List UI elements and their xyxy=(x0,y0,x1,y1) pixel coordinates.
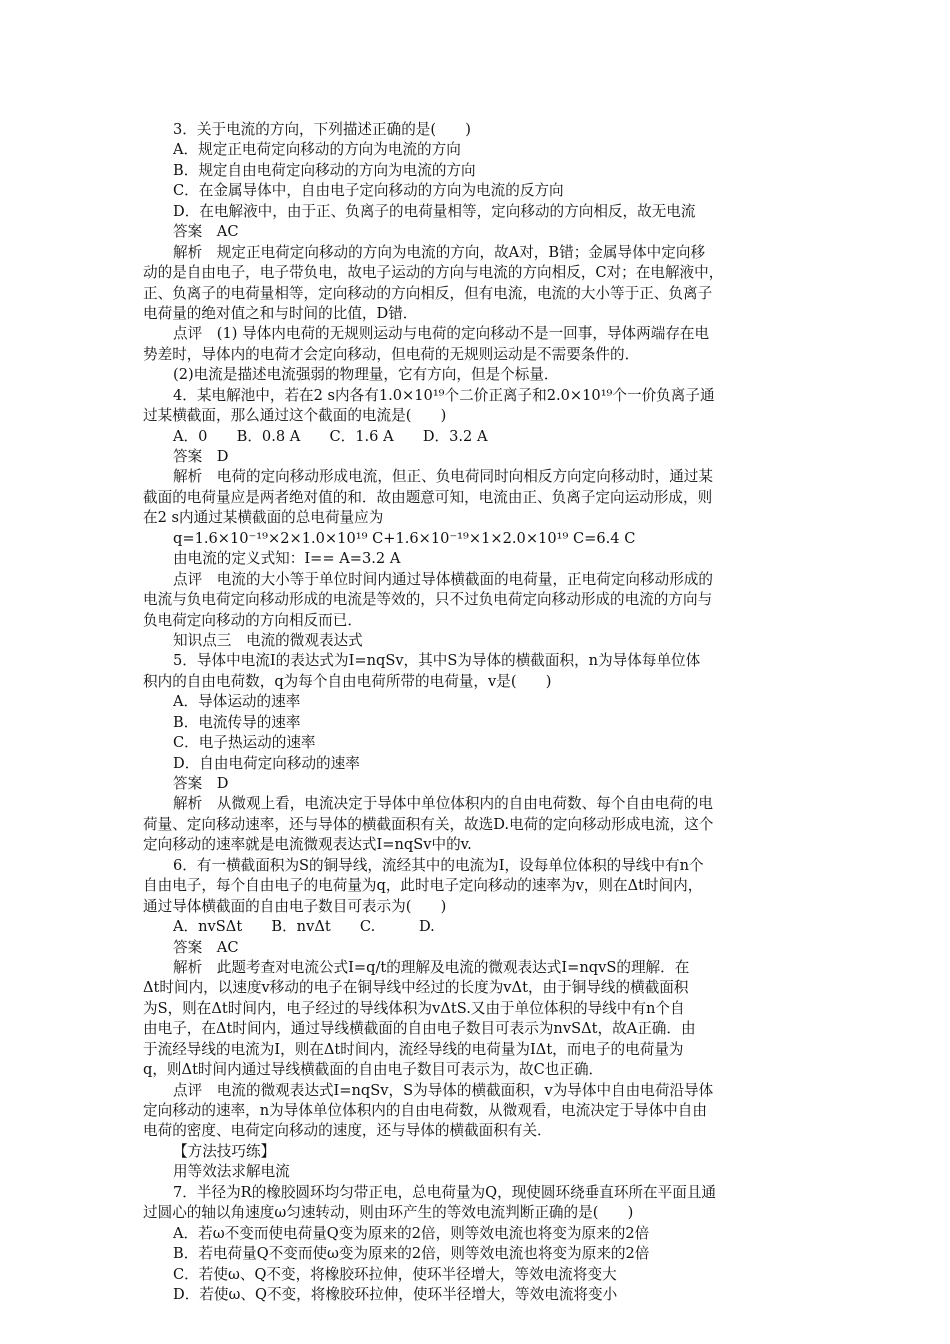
text-line-q5b: 积内的自由电荷数，q为每个自由电荷所带的电荷量，v是( ) xyxy=(143,672,552,690)
text-line-a3: 答案 AC xyxy=(173,223,239,241)
text-line-q3a: A．规定正电荷定向移动的方向为电流的方向 xyxy=(173,141,461,159)
text-line-q7A: A．若ω不变而使电荷量Q变为原来的2倍，则等效电流也将变为原来的2倍 xyxy=(173,1224,650,1242)
text-line-q5B: B．电流传导的速率 xyxy=(173,713,301,731)
text-line-q6a: 6．有一横截面积为S的铜导线，流经其中的电流为I，设每单位体积的导线中有n个 xyxy=(173,856,704,874)
text-line-e6c: 为S，则在Δt时间内，电子经过的导线体积为vΔtS.又由于单位体积的导线中有n个自 xyxy=(143,999,685,1017)
text-line-q6o: A．nvSΔt B．nvΔt C. D. xyxy=(173,918,435,936)
text-line-q3d: D．在电解液中，由于正、负离子的电荷量相等，定向移动的方向相反，故无电流 xyxy=(173,202,696,220)
text-line-q7b: 过圆心的轴以角速度ω匀速转动，则由环产生的等效电流判断正确的是( ) xyxy=(143,1204,634,1222)
text-line-k3: 知识点三 电流的微观表达式 xyxy=(173,631,363,649)
text-line-m1: 【方法技巧练】 xyxy=(173,1142,276,1160)
text-line-p4a: 点评 电流的大小等于单位时间内通过导体横截面的电荷量，正电荷定向移动形成的 xyxy=(173,570,713,588)
text-line-e3a: 解析 规定正电荷定向移动的方向为电流的方向，故A对，B错；金属导体中定向移 xyxy=(173,243,706,261)
text-line-e4d: q=1.6×10⁻¹⁹×2×1.0×10¹⁹ C+1.6×10⁻¹⁹×1×2.0×10¹⁹ C=6.4 C xyxy=(173,529,636,547)
text-line-q7D: D．若使ω、Q不变，将橡胶环拉伸，使环半径增大，等效电流将变小 xyxy=(173,1285,618,1303)
text-line-e6a: 解析 此题考查对电流公式I=q/t的理解及电流的微观表达式I=nqvS的理解．在 xyxy=(173,958,690,976)
text-line-a5: 答案 D xyxy=(173,775,229,792)
text-line-e3d: 电荷量的绝对值之和与时间的比值，D错． xyxy=(143,304,418,322)
text-line-q3b: B．规定自由电荷定向移动的方向为电流的方向 xyxy=(173,161,476,179)
document-body xyxy=(143,120,813,1305)
text-line-e4a: 解析 电荷的定向移动形成电流，但正、负电荷同时向相反方向定向移动时，通过某 xyxy=(173,468,713,486)
text-line-e5c: 定向移动的速率就是电流微观表达式I=nqSv中的v. xyxy=(143,836,472,854)
text-line-q4o: A．0 B．0.8 A C．1.6 A D．3.2 A xyxy=(173,427,488,445)
text-line-p3a: 点评 (1) 导体内电荷的无规则运动与电荷的定向移动不是一回事，导体两端存在电 xyxy=(173,325,710,343)
text-line-q5A: A．导体运动的速率 xyxy=(173,693,301,711)
text-line-e5b: 荷量、定向移动速率，还与导体的横截面积有关，故选D.电荷的定向移动形成电流，这个 xyxy=(143,815,714,833)
text-line-e5a: 解析 从微观上看，电流决定于导体中单位体积内的自由电荷数、每个自由电荷的电 xyxy=(173,795,713,813)
text-line-q4b: 过某横截面，那么通过这个截面的电流是( ) xyxy=(143,407,447,425)
text-line-q4a: 4．某电解池中，若在2 s内各有1.0×10¹⁹个二价正离子和2.0×10¹⁹个一价负离子通 xyxy=(173,386,715,404)
text-line-p3b: 势差时，导体内的电荷才会定向移动，但电荷的无规则运动是不需要条件的． xyxy=(143,345,640,363)
text-line-e6f: q，则Δt时间内通过导线横截面的自由电子数目可表示为，故C也正确． xyxy=(143,1061,604,1079)
text-line-e4b: 截面的电荷量应是两者绝对值的和．故由题意可知，电流由正、负离子定向运动形成，则 xyxy=(143,488,713,506)
text-line-p4b: 电流与负电荷定向移动形成的电流是等效的，只不过负电荷定向移动形成的电流的方向与 xyxy=(143,591,713,609)
text-line-q5a: 5．导体中电流I的表达式为I=nqSv，其中S为导体的横截面积，n为导体每单位体 xyxy=(173,652,701,670)
text-line-q3c: C．在金属导体中，自由电子定向移动的方向为电流的反方向 xyxy=(173,182,564,200)
text-line-q3: 3．关于电流的方向，下列描述正确的是( ) xyxy=(173,121,471,138)
text-line-q5C: C．电子热运动的速率 xyxy=(173,734,316,752)
text-line-e6d: 由电子，在Δt时间内，通过导线横截面的自由电子数目可表示为nvSΔt，故A正确．由 xyxy=(143,1020,696,1038)
text-line-e4c: 在2 s内通过某横截面的总电荷量应为 xyxy=(143,509,384,527)
text-line-p3c: (2)电流是描述电流强弱的物理量，它有方向，但是个标量． xyxy=(173,366,559,384)
text-line-m2: 用等效法求解电流 xyxy=(173,1163,290,1181)
text-line-e3b: 动的是自由电子，电子带负电，故电子运动的方向与电流的方向相反，C对；在电解液中， xyxy=(143,264,724,282)
text-line-e6b: Δt时间内，以速度v移动的电子在铜导线中经过的长度为vΔt，由于铜导线的横截面积 xyxy=(143,979,689,997)
text-line-p4c: 负电荷定向移动的方向相反而已． xyxy=(143,611,362,629)
text-line-q5D: D．自由电荷定向移动的速率 xyxy=(173,754,360,772)
text-line-p6b: 定向移动的速率，n为导体单位体积内的自由电荷数，从微观看，电流决定于导体中自由 xyxy=(143,1102,707,1119)
text-line-p6a: 点评 电流的微观表达式I=nqSv，S为导体的横截面积，v为导体中自由电荷沿导体 xyxy=(173,1081,714,1099)
text-line-p6c: 电荷的密度、电荷定向移动的速度，还与导体的横截面积有关． xyxy=(143,1122,552,1140)
text-line-q7a: 7．半径为R的橡胶圆环均匀带正电，总电荷量为Q，现使圆环绕垂直环所在平面且通 xyxy=(173,1183,717,1201)
text-line-e3c: 正、负离子的电荷量相等，定向移动的方向相反，但有电流，电流的大小等于正、负离子 xyxy=(143,284,713,302)
text-line-e4e: 由电流的定义式知：I== A=3.2 A xyxy=(173,550,401,568)
text-line-q7B: B．若电荷量Q不变而使ω变为原来的2倍，则等效电流也将变为原来的2倍 xyxy=(173,1245,650,1263)
text-line-q7C: C．若使ω、Q不变，将橡胶环拉伸，使环半径增大，等效电流将变大 xyxy=(173,1265,617,1283)
text-line-a6: 答案 AC xyxy=(173,938,239,956)
text-line-q6c: 通过导体横截面的自由电子数目可表示为( ) xyxy=(143,897,447,915)
text-line-q6b: 自由电子，每个自由电子的电荷量为q，此时电子定向移动的速率为v，则在Δt时间内， xyxy=(143,877,703,895)
text-line-e6e: 于流经导线的电流为I，则在Δt时间内，流经导线的电荷量为IΔt，而电子的电荷量为 xyxy=(143,1040,684,1058)
text-line-a4: 答案 D xyxy=(173,448,229,465)
